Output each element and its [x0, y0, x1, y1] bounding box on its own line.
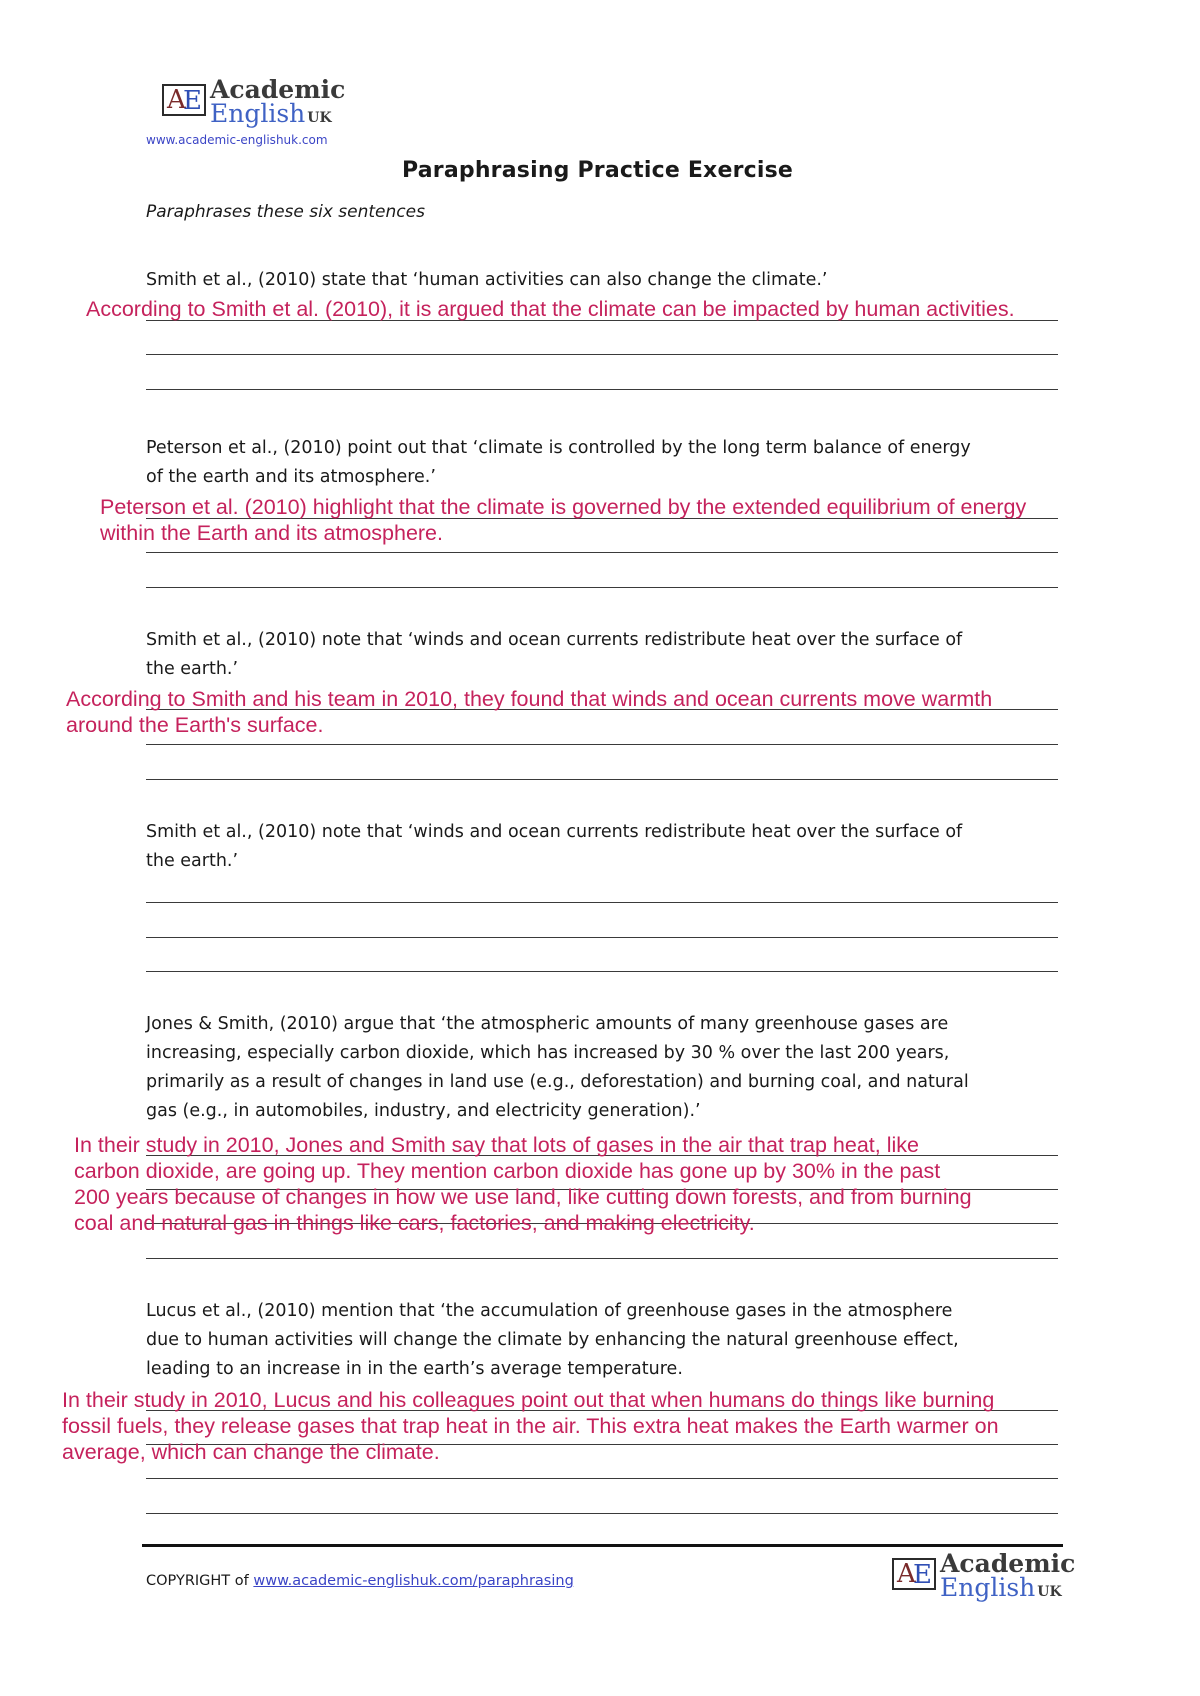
- answer-line: [146, 971, 1058, 972]
- header-logo: [162, 75, 346, 130]
- source-sentence-1: Smith et al., (2010) state that ‘human activities can also change the climate.’: [146, 270, 828, 290]
- answer-line: [146, 937, 1058, 938]
- answer-text-6: In their study in 2010, Lucus and his colleagues point out that when humans do things like burning fossil fuels, they release gases that trap heat in the air. This extra heat makes the Earth warmer on average, which can change the climate.: [62, 1388, 999, 1464]
- answer-line: [146, 744, 1058, 745]
- footer-logo: [892, 1549, 1076, 1604]
- answer-line: [146, 1478, 1058, 1479]
- answer-line: [146, 779, 1058, 780]
- source-sentence-6: Lucus et al., (2010) mention that ‘the accumulation of greenhouse gases in the atmosphere due to human activities will change the climate by enhancing the natural greenhouse effect, leading to an increase in in the earth’s average temperature.: [146, 1301, 959, 1379]
- answer-line: [146, 902, 1058, 903]
- ae-logo-mark: A E: [162, 84, 206, 116]
- page-subtitle: Paraphrases these six sentences: [146, 202, 425, 222]
- logo-word-uk: UK: [307, 110, 332, 126]
- footer-divider: [142, 1544, 1063, 1547]
- answer-text-5: In their study in 2010, Jones and Smith say that lots of gases in the air that trap heat, like carbon dioxide, are going up. They mention carbon dioxide has gone up by 30% in the past 200 years because of changes in how we use land, like cutting down forests, and from burning coal and natural gas in things like cars, factories, and making electricity.: [74, 1133, 972, 1235]
- footer-copyright: COPYRIGHT of www.academic-englishuk.com/paraphrasing: [146, 1573, 574, 1589]
- answer-line: [146, 354, 1058, 355]
- logo-word-english: English: [210, 99, 306, 128]
- source-sentence-3: Smith et al., (2010) note that ‘winds and ocean currents redistribute heat over the surface of the earth.’: [146, 630, 963, 679]
- answer-line: [146, 587, 1058, 588]
- footer-link[interactable]: www.academic-englishuk.com/paraphrasing: [253, 1573, 574, 1589]
- answer-text-1: According to Smith et al. (2010), it is argued that the climate can be impacted by human activities.: [86, 297, 1015, 321]
- answer-line: [146, 1258, 1058, 1259]
- source-sentence-4: Smith et al., (2010) note that ‘winds and ocean currents redistribute heat over the surface of the earth.’: [146, 822, 963, 871]
- answer-text-2: Peterson et al. (2010) highlight that the climate is governed by the extended equilibrium of energy within the Earth and its atmosphere.: [100, 495, 1027, 545]
- answer-text-3: According to Smith and his team in 2010, they found that winds and ocean currents move warmth around the Earth's surface.: [66, 687, 993, 737]
- logo-word-english: English: [940, 1573, 1036, 1602]
- source-sentence-2: Peterson et al., (2010) point out that ‘climate is controlled by the long term balance of energy of the earth and its atmosphere.’: [146, 438, 971, 487]
- page-title: Paraphrasing Practice Exercise: [402, 158, 794, 183]
- logo-word-academic: Academic: [940, 1549, 1076, 1578]
- ae-logo-mark: A E: [892, 1558, 936, 1590]
- logo-word-uk: UK: [1037, 1584, 1062, 1600]
- source-sentence-5: Jones & Smith, (2010) argue that ‘the atmospheric amounts of many greenhouse gases are increasing, especially carbon dioxide, which has increased by 30 % over the last 200 years, primarily as a result of changes in land use (e.g., deforestation) and burning coal, and natural gas (e.g., in automobiles, industry, and electricity generation).’: [146, 1014, 969, 1121]
- header-website-link[interactable]: www.academic-englishuk.com: [146, 133, 328, 147]
- answer-line: [146, 389, 1058, 390]
- logo-word-academic: Academic: [210, 75, 346, 104]
- answer-line: [146, 1513, 1058, 1514]
- answer-line: [146, 552, 1058, 553]
